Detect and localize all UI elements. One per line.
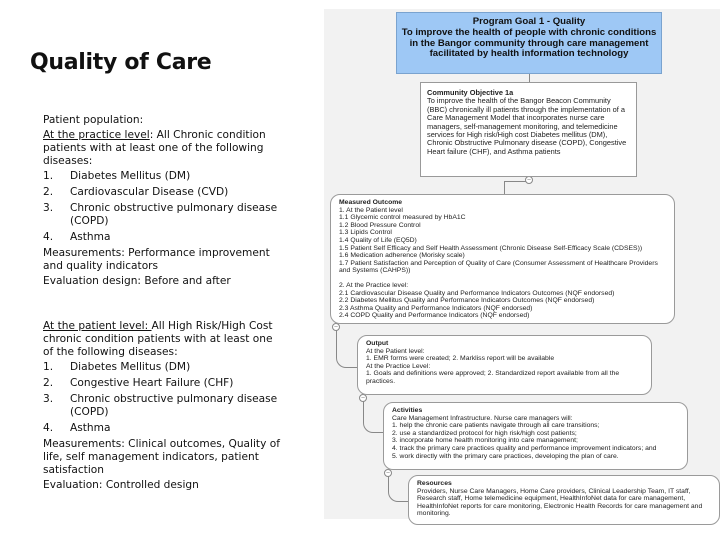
outcome-line: 2. At the Practice level: bbox=[339, 281, 409, 289]
collapse-icon[interactable]: – bbox=[332, 323, 340, 331]
activity-line: 2. use a standardized protocol for high risk/high cost patients; bbox=[392, 429, 577, 437]
practice-level-label: At the practice level bbox=[43, 129, 150, 141]
collapse-icon[interactable]: – bbox=[359, 394, 367, 402]
activity-line: 4. track the primary care practices quality and performance improvement indicators; and bbox=[392, 444, 657, 452]
outcome-line: 1. At the Patient level bbox=[339, 206, 403, 214]
practice-evaluation: Evaluation design: Before and after bbox=[43, 275, 231, 287]
resources-text: Providers, Nurse Care Managers, Home Care providers, Clinical Leadership Team, IT staff, Research staff, Home telemedicine equipment, HealthInfoNet data for care management, HealthInfoNet reports for care monitoring, Electronic Health Records for care management and monitoring. bbox=[417, 487, 703, 518]
population-label: Patient population: bbox=[43, 114, 144, 126]
resources-box bbox=[408, 475, 720, 525]
activity-line: 3. incorporate home health monitoring into care management; bbox=[392, 437, 578, 445]
connector bbox=[388, 473, 409, 502]
patient-evaluation: Evaluation: Controlled design bbox=[43, 479, 199, 491]
list-item: 2. Congestive Heart Failure (CHF) bbox=[43, 377, 234, 389]
outcome-line: 2.4 COPD Quality and Performance Indicators (NQF endorsed) bbox=[339, 312, 530, 320]
objective-title: Community Objective 1a bbox=[427, 88, 514, 97]
objective-text: To improve the health of the Bangor Beacon Community (BBC) chronically ill patients through the implementation of a Care Management Model that incorporates nurse care managers, self-management monitoring, and telemedicine services for High risk/High cost Diabetes mellitus (DM), Chronic Obstructive Pulmonary disease (COPD), Congestive Heart failure (CHF), and Asthma patients bbox=[427, 96, 627, 156]
output-title: Output bbox=[366, 340, 389, 347]
collapse-icon[interactable]: – bbox=[525, 176, 533, 184]
outcome-line: 2.3 Asthma Quality and Performance Indicators (NQF endorsed) bbox=[339, 304, 533, 312]
outcome-line: 1.7 Patient Satisfaction and Perception of Quality of Care (Consumer Assessment of Healthcare Providers and Systems (CAHPS)) bbox=[339, 259, 658, 275]
practice-level-intro: At the practice level: All Chronic condition patients with at least one of the following diseases: bbox=[43, 129, 266, 167]
list-item: 2. Cardiovascular Disease (CVD) bbox=[43, 186, 229, 198]
activities-box bbox=[383, 402, 688, 470]
program-goal-box bbox=[396, 12, 662, 74]
activities-title: Activities bbox=[392, 407, 423, 414]
goal-title: Program Goal 1 - Quality bbox=[472, 16, 586, 27]
patient-level-intro: At the patient level: All High Risk/High Cost chronic condition patients with at least one of the following diseases: bbox=[43, 320, 273, 358]
outcome-line: 2.1 Cardiovascular Disease Quality and Performance Indicators Outcomes (NQF endorsed) bbox=[339, 289, 615, 297]
outcome-line: 1.1 Glycemic control measured by HbA1C bbox=[339, 214, 466, 222]
community-objective-box bbox=[420, 82, 637, 177]
patient-level-label: At the patient level: bbox=[43, 320, 152, 332]
output-line: 1. Goals and definitions were approved; 2. Standardized report available from all the practices. bbox=[366, 370, 620, 385]
list-item: 4. Asthma bbox=[43, 422, 111, 434]
list-item: 3. Chronic obstructive pulmonary disease (COPD) bbox=[43, 393, 278, 418]
measured-outcome-box bbox=[330, 194, 675, 324]
goal-text: To improve the health of people with chronic conditions in the Bangor community through care management facilitated by health information technology bbox=[401, 26, 657, 60]
connector bbox=[336, 327, 358, 368]
measured-outcome-title: Measured Outcome bbox=[339, 199, 403, 206]
activity-line: 1. help the chronic care patients navigate through all care transitions; bbox=[392, 422, 600, 430]
practice-disease-list bbox=[43, 170, 283, 244]
list-item: 1. Diabetes Mellitus (DM) bbox=[43, 361, 191, 373]
resources-title: Resources bbox=[417, 480, 452, 487]
list-item: 1. Diabetes Mellitus (DM) bbox=[43, 170, 191, 182]
patient-population-text bbox=[43, 114, 283, 494]
activity-line: Care Management Infrastructure. Nurse care managers will: bbox=[392, 414, 573, 422]
slide-title: Quality of Care bbox=[30, 50, 212, 75]
activity-line: 5. work directly with the primary care practices, developing the plan of care. bbox=[392, 452, 619, 460]
patient-measurements: Measurements: Clinical outcomes, Quality of life, self management indicators, patient satisfaction bbox=[43, 438, 280, 476]
logic-model-diagram bbox=[324, 9, 720, 519]
output-line: 1. EMR forms were created; 2. Markliss report will be available bbox=[366, 355, 555, 363]
collapse-icon[interactable]: – bbox=[384, 469, 392, 477]
output-line: At the Patient level: bbox=[366, 347, 425, 355]
practice-measurements: Measurements: Performance improvement and quality indicators bbox=[43, 247, 270, 272]
spacer bbox=[339, 275, 666, 282]
outcome-line: 2.2 Diabetes Mellitus Quality and Performance Indicators Outcomes (NQF endorsed) bbox=[339, 297, 595, 305]
outcome-line: 1.5 Patient Self Efficacy and Self Health Assessment (Chronic Disease Self-Efficacy Scale (CDSES)) bbox=[339, 244, 643, 252]
connector bbox=[363, 398, 384, 433]
output-box bbox=[357, 335, 652, 395]
list-item: 3. Chronic obstructive pulmonary disease (COPD) bbox=[43, 202, 278, 227]
outcome-line: 1.3 Lipids Control bbox=[339, 229, 392, 237]
output-line: At the Practice Level: bbox=[366, 362, 431, 370]
connector bbox=[529, 74, 530, 82]
outcome-line: 1.2 Blood Pressure Control bbox=[339, 221, 421, 229]
outcome-line: 1.6 Medication adherence (Morisky scale) bbox=[339, 252, 465, 260]
list-item: 4. Asthma bbox=[43, 231, 111, 243]
patient-disease-list bbox=[43, 361, 283, 435]
connector bbox=[504, 181, 505, 194]
outcome-line: 1.4 Quality of Life (EQ5D) bbox=[339, 236, 417, 244]
